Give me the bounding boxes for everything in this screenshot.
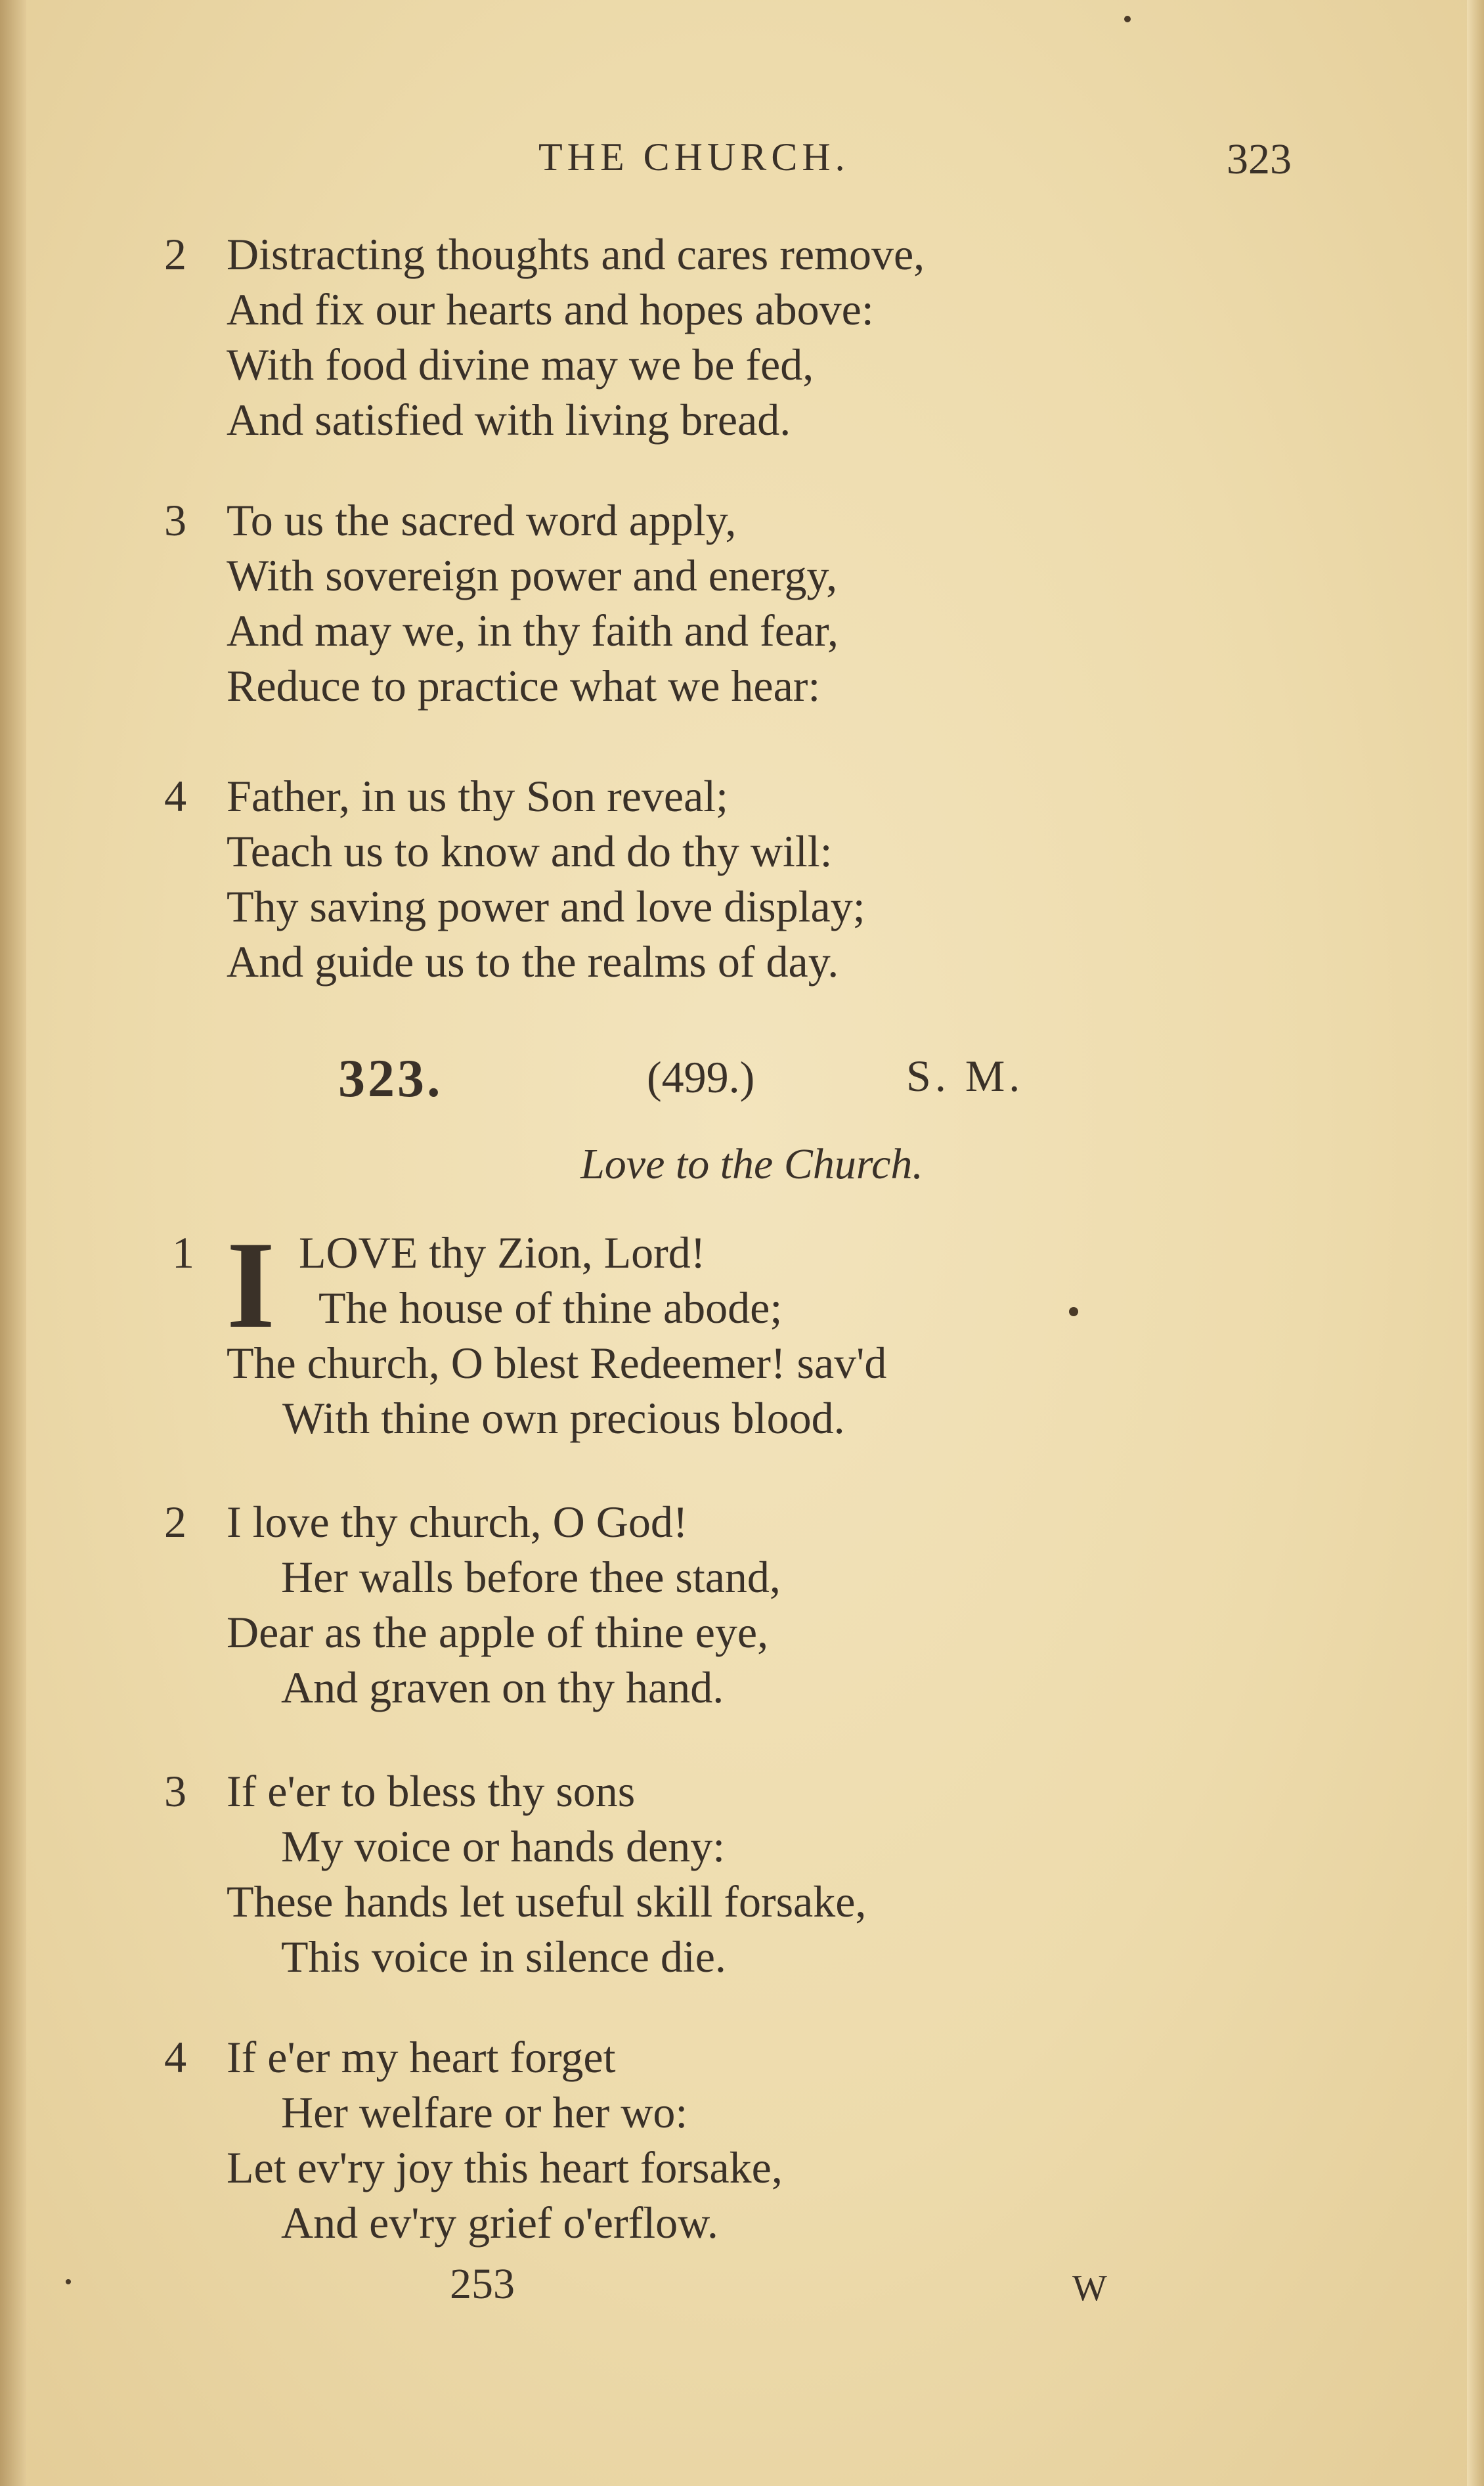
verse-line: Father, in us thy Son reveal; <box>227 771 729 821</box>
stanza-number: 2 <box>164 1497 186 1547</box>
verse-line: With thine own precious blood. <box>282 1393 845 1443</box>
verse-line: Reduce to practice what we hear: <box>227 661 821 711</box>
stanza-number: 3 <box>164 495 186 545</box>
footer-number: 253 <box>450 2260 515 2308</box>
verse-line: Distracting thoughts and cares remove, <box>227 229 925 279</box>
verse-line: Her walls before thee stand, <box>281 1552 781 1602</box>
paper-speck <box>1069 1307 1078 1316</box>
verse-line: LOVE thy Zion, Lord! <box>299 1228 706 1277</box>
verse-line: If e'er to bless thy sons <box>227 1766 636 1816</box>
verse-line: Dear as the apple of thine eye, <box>227 1607 769 1657</box>
verse-line: And ev'ry grief o'erflow. <box>281 2198 718 2248</box>
verse-line: And fix our hearts and hopes above: <box>227 284 874 334</box>
prev-hymn-stanza-4 <box>0 768 1484 989</box>
verse-line: The house of thine abode; <box>318 1283 783 1333</box>
verse-line: This voice in silence die. <box>281 1932 726 1982</box>
verse-line: And guide us to the realms of day. <box>227 937 839 987</box>
drop-cap: I <box>227 1216 275 1354</box>
verse-line: If e'er my heart forget <box>227 2032 616 2082</box>
running-head <box>0 135 1484 187</box>
prev-hymn-stanza-2 <box>0 227 1484 447</box>
hymn-stanza-4 <box>0 2030 1484 2250</box>
verse-line: And may we, in thy faith and fear, <box>227 606 839 655</box>
stanza-number: 4 <box>164 771 186 821</box>
paper-speck <box>66 2279 71 2284</box>
hymn-stanza-2 <box>0 1494 1484 1715</box>
verse-line: Thy saving power and love display; <box>227 881 865 931</box>
hymn-alt-number: (499.) <box>647 1052 755 1102</box>
running-title: THE CHURCH. <box>538 135 850 179</box>
verse-line: These hands let useful skill forsake, <box>227 1876 867 1926</box>
hymn-stanza-3 <box>0 1764 1484 1984</box>
verse-line: My voice or hands deny: <box>281 1821 726 1871</box>
verse-line: The church, O blest Redeemer! sav'd <box>227 1338 887 1388</box>
stanza-number: 2 <box>164 229 186 279</box>
page-number: 323 <box>1227 135 1292 183</box>
stanza-number: 1 <box>172 1228 194 1277</box>
hymn-meter: S. M. <box>906 1051 1024 1101</box>
hymn-number: 323. <box>338 1048 443 1108</box>
verse-line: With food divine may we be fed, <box>227 340 814 389</box>
hymn-stanza-1 <box>0 1216 1484 1446</box>
verse-line: Let ev'ry joy this heart forsake, <box>227 2142 783 2192</box>
hymn-header <box>0 1048 1484 1107</box>
stanza-number: 3 <box>164 1766 186 1816</box>
signature-mark: W <box>1072 2268 1107 2309</box>
verse-line: Teach us to know and do thy will: <box>227 826 833 876</box>
verse-line: Her welfare or her wo: <box>281 2087 688 2137</box>
verse-line: I love thy church, O God! <box>227 1497 688 1547</box>
hymn-subtitle: Love to the Church. <box>580 1140 923 1188</box>
verse-line: With sovereign power and energy, <box>227 550 838 600</box>
verse-line: And satisfied with living bread. <box>227 395 791 445</box>
verse-line: To us the sacred word apply, <box>227 495 737 545</box>
verse-line: And graven on thy hand. <box>281 1662 724 1712</box>
prev-hymn-stanza-3 <box>0 493 1484 713</box>
stanza-number: 4 <box>164 2032 186 2082</box>
paper-speck <box>1124 16 1131 22</box>
